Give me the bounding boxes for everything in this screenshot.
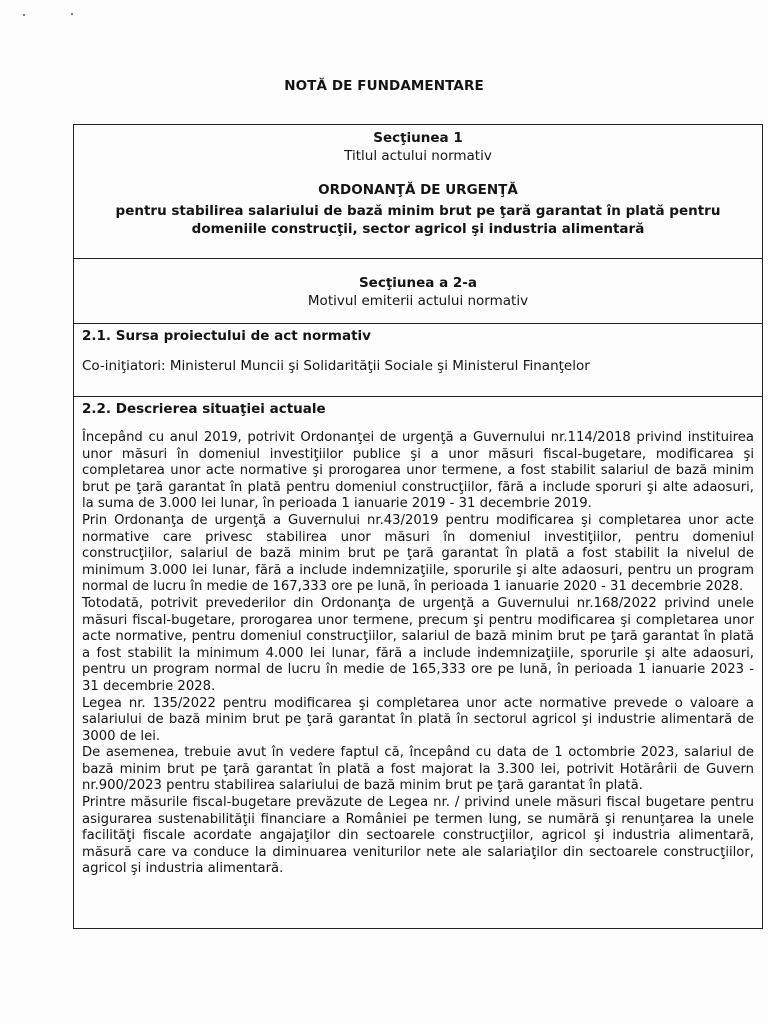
paragraph: Prin Ordonanţa de urgenţă a Guvernului nr.43/2019 pentru modificarea şi completarea unor acte normative care privesc stabilirea unor măsuri în domeniul investiţiilor, pentru domeniul construcţiilor, salariul de bază minim brut pe ţară garantat în plată a fost stabilit la nivelul de minimum 3.000 lei lunar, fără a include indemnizaţiile, sporurile şi alte adaosuri, pentru un program normal de lucru în medie de 167,333 ore pe lună, în perioada 1 ianuarie 2020 - 31 decembrie 2028. <box>82 512 754 595</box>
current-situation-body <box>82 430 754 878</box>
subsection-2-1 <box>74 324 762 397</box>
form-table <box>73 124 763 929</box>
scan-speck <box>23 14 25 16</box>
subsection-2-2 <box>74 397 762 928</box>
section-2-label: Motivul emiterii actului normativ <box>307 293 529 309</box>
paragraph: Totodată, potrivit prevederilor din Ordonanţa de urgenţă a Guvernului nr.168/2022 privind unele măsuri fiscal-bugetare, prorogarea unor termene, precum şi pentru modificarea şi completarea unor acte normative, pentru domeniul construcţiilor, salariul de bază minim brut pe ţară garantat în plată a fost stabilit la minimum 4.000 lei lunar, fără a include indemnizaţiile, sporurile şi alte adaosuri, pentru un program normal de lucru în medie de 165,333 ore pe lună, în perioada 1 ianuarie 2023 - 31 decembrie 2028. <box>82 595 754 694</box>
scan-speck <box>71 13 73 15</box>
document-title: NOTĂ DE FUNDAMENTARE <box>284 78 484 94</box>
co-initiators-text: Co-iniţiatori: Ministerul Muncii şi Solidarităţii Sociale şi Ministerul Finanţelor <box>82 358 590 374</box>
act-subject: pentru stabilirea salariului de bază minim brut pe ţară garantat în plată pentru domeniile construcţii, sector agricol şi industria alimentară <box>115 203 721 237</box>
paragraph: Legea nr. 135/2022 pentru modificarea şi completarea unor acte normative prevede o valoare a salariului de bază minim brut pe ţară garantat în plată în sectorul agricol şi industrie alimentară de 3000 de lei. <box>82 695 754 744</box>
section-2 <box>74 259 762 324</box>
section-2-heading: Secţiunea a 2-a <box>358 275 478 291</box>
section-1-heading: Secţiunea 1 <box>373 130 463 146</box>
section-1-label: Titlul actului normativ <box>344 148 492 164</box>
subsection-2-1-heading: 2.1. Sursa proiectului de act normativ <box>82 328 371 344</box>
subsection-2-2-heading: 2.2. Descrierea situaţiei actuale <box>82 401 326 417</box>
paragraph: De asemenea, trebuie avut în vedere faptul că, începând cu data de 1 octombrie 2023, salariul de bază minim brut pe ţară garantat în plată a fost majorat la 3.300 lei, potrivit Hotărârii de Guvern nr.900/2023 pentru stabilirea salariului de bază minim brut pe ţară garantat în plată. <box>82 745 754 794</box>
section-1 <box>74 125 762 259</box>
paragraph: Începând cu anul 2019, potrivit Ordonanţei de urgenţă a Guvernului nr.114/2018 privind instituirea unor măsuri în domeniul investiţiilor publice şi a unor măsuri fiscal-bugetare, modificarea şi completarea unor acte normative şi prorogarea unor termene, a fost stabilit salariul de bază minim brut pe ţară garantat în plată pentru domeniul construcţiilor, fără a include sporuri şi alte adaosuri, la suma de 3.000 lei lunar, în perioada 1 ianuarie 2019 - 31 decembrie 2019. <box>82 430 754 512</box>
act-type: ORDONANŢĂ DE URGENŢĂ <box>318 182 518 198</box>
paragraph: Printre măsurile fiscal-bugetare prevăzute de Legea nr. / privind unele măsuri fiscal bugetare pentru asigurarea sustenabilităţii financiare a României pe termen lung, se numără şi renunţarea la unele facilităţi fiscale acordate angajaţilor din sectoarele construcţiilor, agricol şi industria alimentară, măsură care va conduce la diminuarea veniturilor nete ale salariaţilor din sectoarele construcţiilor, agricol şi industria alimentară. <box>82 795 754 877</box>
